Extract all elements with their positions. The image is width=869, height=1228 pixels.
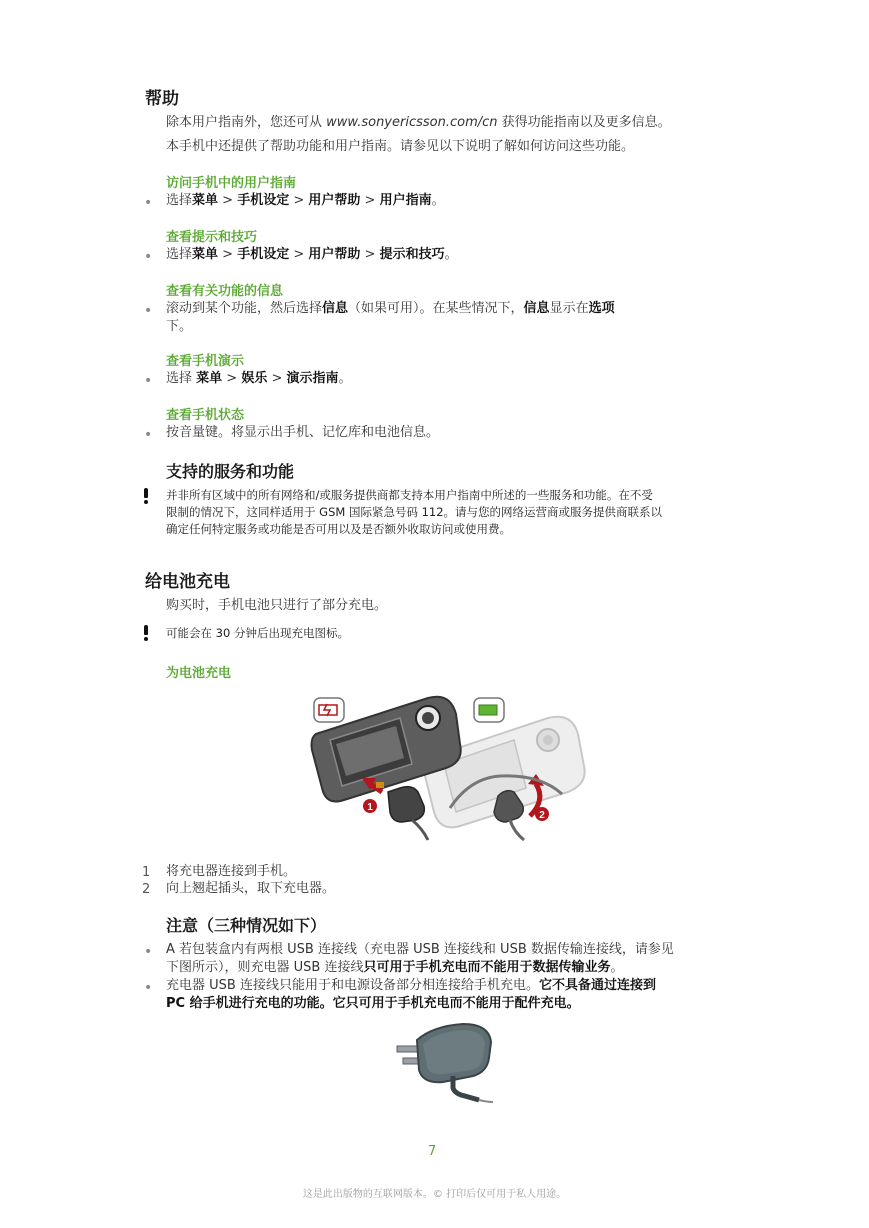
help-intro — [166, 114, 671, 132]
notice-emphasis: 只可用于手机充电而不能用于数据传输业务 — [363, 960, 611, 975]
step-1-marker-label: 1 — [367, 802, 373, 813]
section-heading-tips: 查看提示和技巧 — [166, 230, 258, 245]
menu-path-item: 菜单 — [192, 193, 219, 208]
step-text: 向上翘起插头，取下充电器。 — [166, 881, 336, 896]
notice-emphasis: 它不具备通过连接到 — [538, 978, 656, 993]
instruction-end: 。 — [431, 193, 445, 208]
website-link[interactable]: www.sonyericsson.com/cn — [326, 115, 498, 130]
charging-note: 可能会在 30 分钟后出现充电图标。 — [166, 626, 349, 640]
section-heading-user-guide: 访问手机中的用户指南 — [166, 176, 297, 191]
info-term: 信息 — [523, 301, 550, 316]
instruction-text: 下。 — [166, 319, 193, 334]
services-note-line: 并非所有区域中的所有网络和/或服务提供商都支持本用户指南中所述的一些服务和功能。在不受 — [166, 488, 653, 502]
bullet-icon — [144, 253, 152, 261]
services-note-line: 限制的情况下，这同样适用于 GSM 国际紧急号码 112。请与您的网络运营商或服务提供商联系以 — [166, 505, 663, 519]
step-number: 2 — [142, 882, 151, 897]
path-separator: > — [267, 371, 287, 386]
instruction-text: 显示在 — [549, 301, 589, 316]
menu-path-item: 提示和技巧 — [379, 247, 445, 262]
notice-emphasis: PC 给手机进行充电的功能。它只可用于手机充电而不能用于配件充电。 — [166, 996, 580, 1011]
section-heading-demo: 查看手机演示 — [166, 354, 245, 369]
instruction-text: 滚动到某个功能，然后选择 — [166, 301, 323, 316]
path-separator: > — [360, 247, 380, 262]
help-intro-text-a: 除本用户指南外，您还可从 — [166, 115, 327, 130]
section-heading-info: 查看有关功能的信息 — [166, 284, 284, 299]
bullet-icon — [144, 377, 152, 385]
notice-item-1 — [166, 941, 736, 977]
instruction-text: 选择 — [166, 193, 193, 208]
instruction-user-guide — [166, 192, 445, 210]
menu-path-item: 演示指南 — [286, 371, 339, 386]
menu-path-item: 菜单 — [192, 247, 219, 262]
step-text: 将充电器连接到手机。 — [166, 864, 297, 879]
notice-line — [166, 977, 736, 995]
battery-full-icon — [479, 705, 497, 715]
notice-title: 注意（三种情况如下） — [166, 916, 327, 935]
notice-text: 充电器 USB 连接线只能用于和电源设备部分相连接给手机充电。 — [166, 978, 539, 993]
notice-text: 下图所示），则充电器 USB 连接线 — [166, 960, 364, 975]
notice-line — [166, 995, 736, 1013]
instruction-text: （如果可用）。在某些情况下， — [348, 301, 524, 316]
menu-path-item: 用户帮助 — [308, 193, 361, 208]
footer-note: 这是此出版物的互联网版本。© 打印后仅可用于私人用途。 — [302, 1189, 567, 1200]
menu-path-item: 手机设定 — [237, 247, 290, 262]
info-term: 信息 — [322, 301, 349, 316]
path-separator: > — [289, 193, 309, 208]
instruction-demo — [166, 370, 352, 388]
menu-path-item: 手机设定 — [237, 193, 290, 208]
bullet-icon — [144, 431, 152, 439]
instruction-text: 选择 — [166, 371, 197, 386]
help-intro-text-b: 获得功能指南以及更多信息。 — [497, 115, 671, 130]
instruction-text: 选择 — [166, 247, 193, 262]
path-separator: > — [289, 247, 309, 262]
menu-path-item: 用户帮助 — [308, 247, 361, 262]
charging-illustration — [300, 688, 590, 848]
services-note-line: 确定任何特定服务或功能是否可用以及是否额外收取访问或使用费。 — [166, 522, 511, 536]
notice-item-2 — [166, 977, 736, 1013]
path-separator: > — [218, 193, 238, 208]
instruction-info — [166, 300, 676, 336]
path-separator: > — [218, 247, 238, 262]
bullet-icon — [144, 307, 152, 315]
bullet-icon — [144, 984, 152, 992]
bullet-icon — [144, 948, 152, 956]
services-note — [166, 487, 736, 538]
step-number: 1 — [142, 865, 151, 880]
notice-text: 。 — [610, 960, 624, 975]
section-heading-status: 查看手机状态 — [166, 408, 245, 423]
instruction-tips — [166, 246, 458, 264]
path-separator: > — [360, 193, 380, 208]
instruction-status: 按音量键。将显示出手机、记忆库和电池信息。 — [166, 425, 440, 440]
section-heading-charge: 为电池充电 — [166, 666, 232, 681]
charger-adapter-image — [393, 1018, 497, 1104]
page-number: 7 — [428, 1144, 437, 1159]
menu-path-item: 用户指南 — [379, 193, 432, 208]
menu-path-item: 菜单 — [196, 371, 223, 386]
step-2-marker-label: 2 — [539, 810, 545, 821]
instruction-end: 。 — [444, 247, 458, 262]
instruction-end: 。 — [338, 371, 352, 386]
warning-icon — [142, 488, 150, 504]
path-separator: > — [222, 371, 242, 386]
services-title: 支持的服务和功能 — [166, 462, 295, 481]
notice-line — [166, 959, 736, 977]
menu-path-item: 娱乐 — [241, 371, 268, 386]
help-title: 帮助 — [145, 89, 179, 109]
notice-line: A 若包装盒内有两根 USB 连接线（充电器 USB 连接线和 USB 数据传输连接线，请参见 — [166, 942, 674, 957]
options-term: 选项 — [588, 301, 615, 316]
bullet-icon — [144, 199, 152, 207]
warning-icon — [142, 625, 150, 641]
help-description: 本手机中还提供了帮助功能和用户指南。请参见以下说明了解如何访问这些功能。 — [166, 139, 635, 154]
charging-intro: 购买时，手机电池只进行了部分充电。 — [166, 598, 388, 613]
prong-icon — [397, 1046, 419, 1052]
charging-title: 给电池充电 — [145, 572, 230, 592]
